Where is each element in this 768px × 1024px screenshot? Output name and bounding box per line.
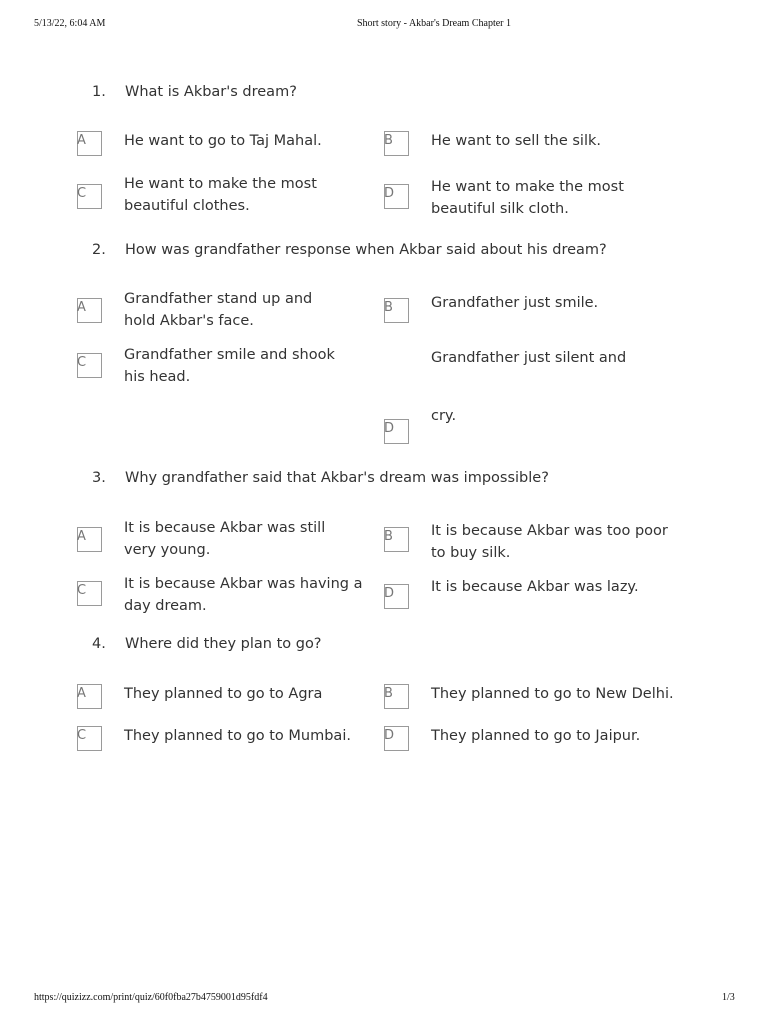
option-letter: D xyxy=(384,728,395,743)
question-text: How was grandfather response when Akbar said about his dream? xyxy=(125,242,607,258)
option-letter: C xyxy=(77,728,87,743)
option-letter: B xyxy=(384,300,393,315)
option-letter: D xyxy=(384,421,395,436)
option-box-a[interactable] xyxy=(77,527,102,552)
question-number: 3. xyxy=(92,470,106,486)
option-box-b[interactable] xyxy=(384,527,409,552)
option-box-a[interactable] xyxy=(77,684,102,709)
document-title: Short story - Akbar's Dream Chapter 1 xyxy=(357,18,511,29)
option-box-a[interactable] xyxy=(77,298,102,323)
question-number: 2. xyxy=(92,242,106,258)
question-number: 1. xyxy=(92,84,106,100)
option-text: Grandfather just silent and xyxy=(431,350,627,366)
option-text: It is because Akbar was too poor to buy silk. xyxy=(431,523,668,561)
option-letter: D xyxy=(384,586,395,601)
option-text: He want to make the most beautiful silk cloth. xyxy=(431,179,624,217)
option-text: They planned to go to Jaipur. xyxy=(431,728,641,744)
question-text: Why grandfather said that Akbar's dream was impossible? xyxy=(125,470,549,486)
option-box-d[interactable] xyxy=(384,726,409,751)
option-text: They planned to go to Agra xyxy=(124,686,323,702)
option-letter: B xyxy=(384,133,393,148)
question-text: Where did they plan to go? xyxy=(125,636,322,652)
source-url: https://quizizz.com/print/quiz/60f0fba27b4759001d95fdf4 xyxy=(34,992,268,1003)
option-box-d[interactable] xyxy=(384,584,409,609)
option-text: They planned to go to New Delhi. xyxy=(431,686,674,702)
option-letter: A xyxy=(77,133,86,148)
question-3 xyxy=(92,470,549,486)
option-letter: A xyxy=(77,686,86,701)
option-box-b[interactable] xyxy=(384,684,409,709)
option-text: They planned to go to Mumbai. xyxy=(124,728,351,744)
option-box-c[interactable] xyxy=(77,581,102,606)
question-4 xyxy=(92,636,322,652)
question-number: 4. xyxy=(92,636,106,652)
option-letter: C xyxy=(77,355,87,370)
option-box-d[interactable] xyxy=(384,184,409,209)
option-text: It is because Akbar was lazy. xyxy=(431,579,639,595)
option-text: It is because Akbar was having a day dream. xyxy=(124,576,363,614)
question-text: What is Akbar's dream? xyxy=(125,84,297,100)
option-letter: D xyxy=(384,186,395,201)
option-letter: C xyxy=(77,583,87,598)
option-box-c[interactable] xyxy=(77,353,102,378)
option-text: Grandfather smile and shook his head. xyxy=(124,347,335,385)
option-text-continued: cry. xyxy=(431,408,457,424)
print-date: 5/13/22, 6:04 AM xyxy=(34,18,106,29)
option-text: He want to go to Taj Mahal. xyxy=(124,133,322,149)
option-letter: A xyxy=(77,300,86,315)
option-text: He want to make the most beautiful clothes. xyxy=(124,176,317,214)
option-text: Grandfather stand up and hold Akbar's face. xyxy=(124,291,313,329)
option-box-a[interactable] xyxy=(77,131,102,156)
option-box-c[interactable] xyxy=(77,726,102,751)
question-1 xyxy=(92,84,297,100)
option-letter: B xyxy=(384,686,393,701)
option-text: It is because Akbar was still very young. xyxy=(124,520,326,558)
option-text: He want to sell the silk. xyxy=(431,133,601,149)
option-letter: B xyxy=(384,529,393,544)
question-2 xyxy=(92,242,607,258)
option-box-b[interactable] xyxy=(384,131,409,156)
option-box-d[interactable] xyxy=(384,419,409,444)
option-text: Grandfather just smile. xyxy=(431,295,599,311)
option-letter: C xyxy=(77,186,87,201)
option-letter: A xyxy=(77,529,86,544)
page-number: 1/3 xyxy=(722,992,735,1003)
option-box-b[interactable] xyxy=(384,298,409,323)
option-box-c[interactable] xyxy=(77,184,102,209)
